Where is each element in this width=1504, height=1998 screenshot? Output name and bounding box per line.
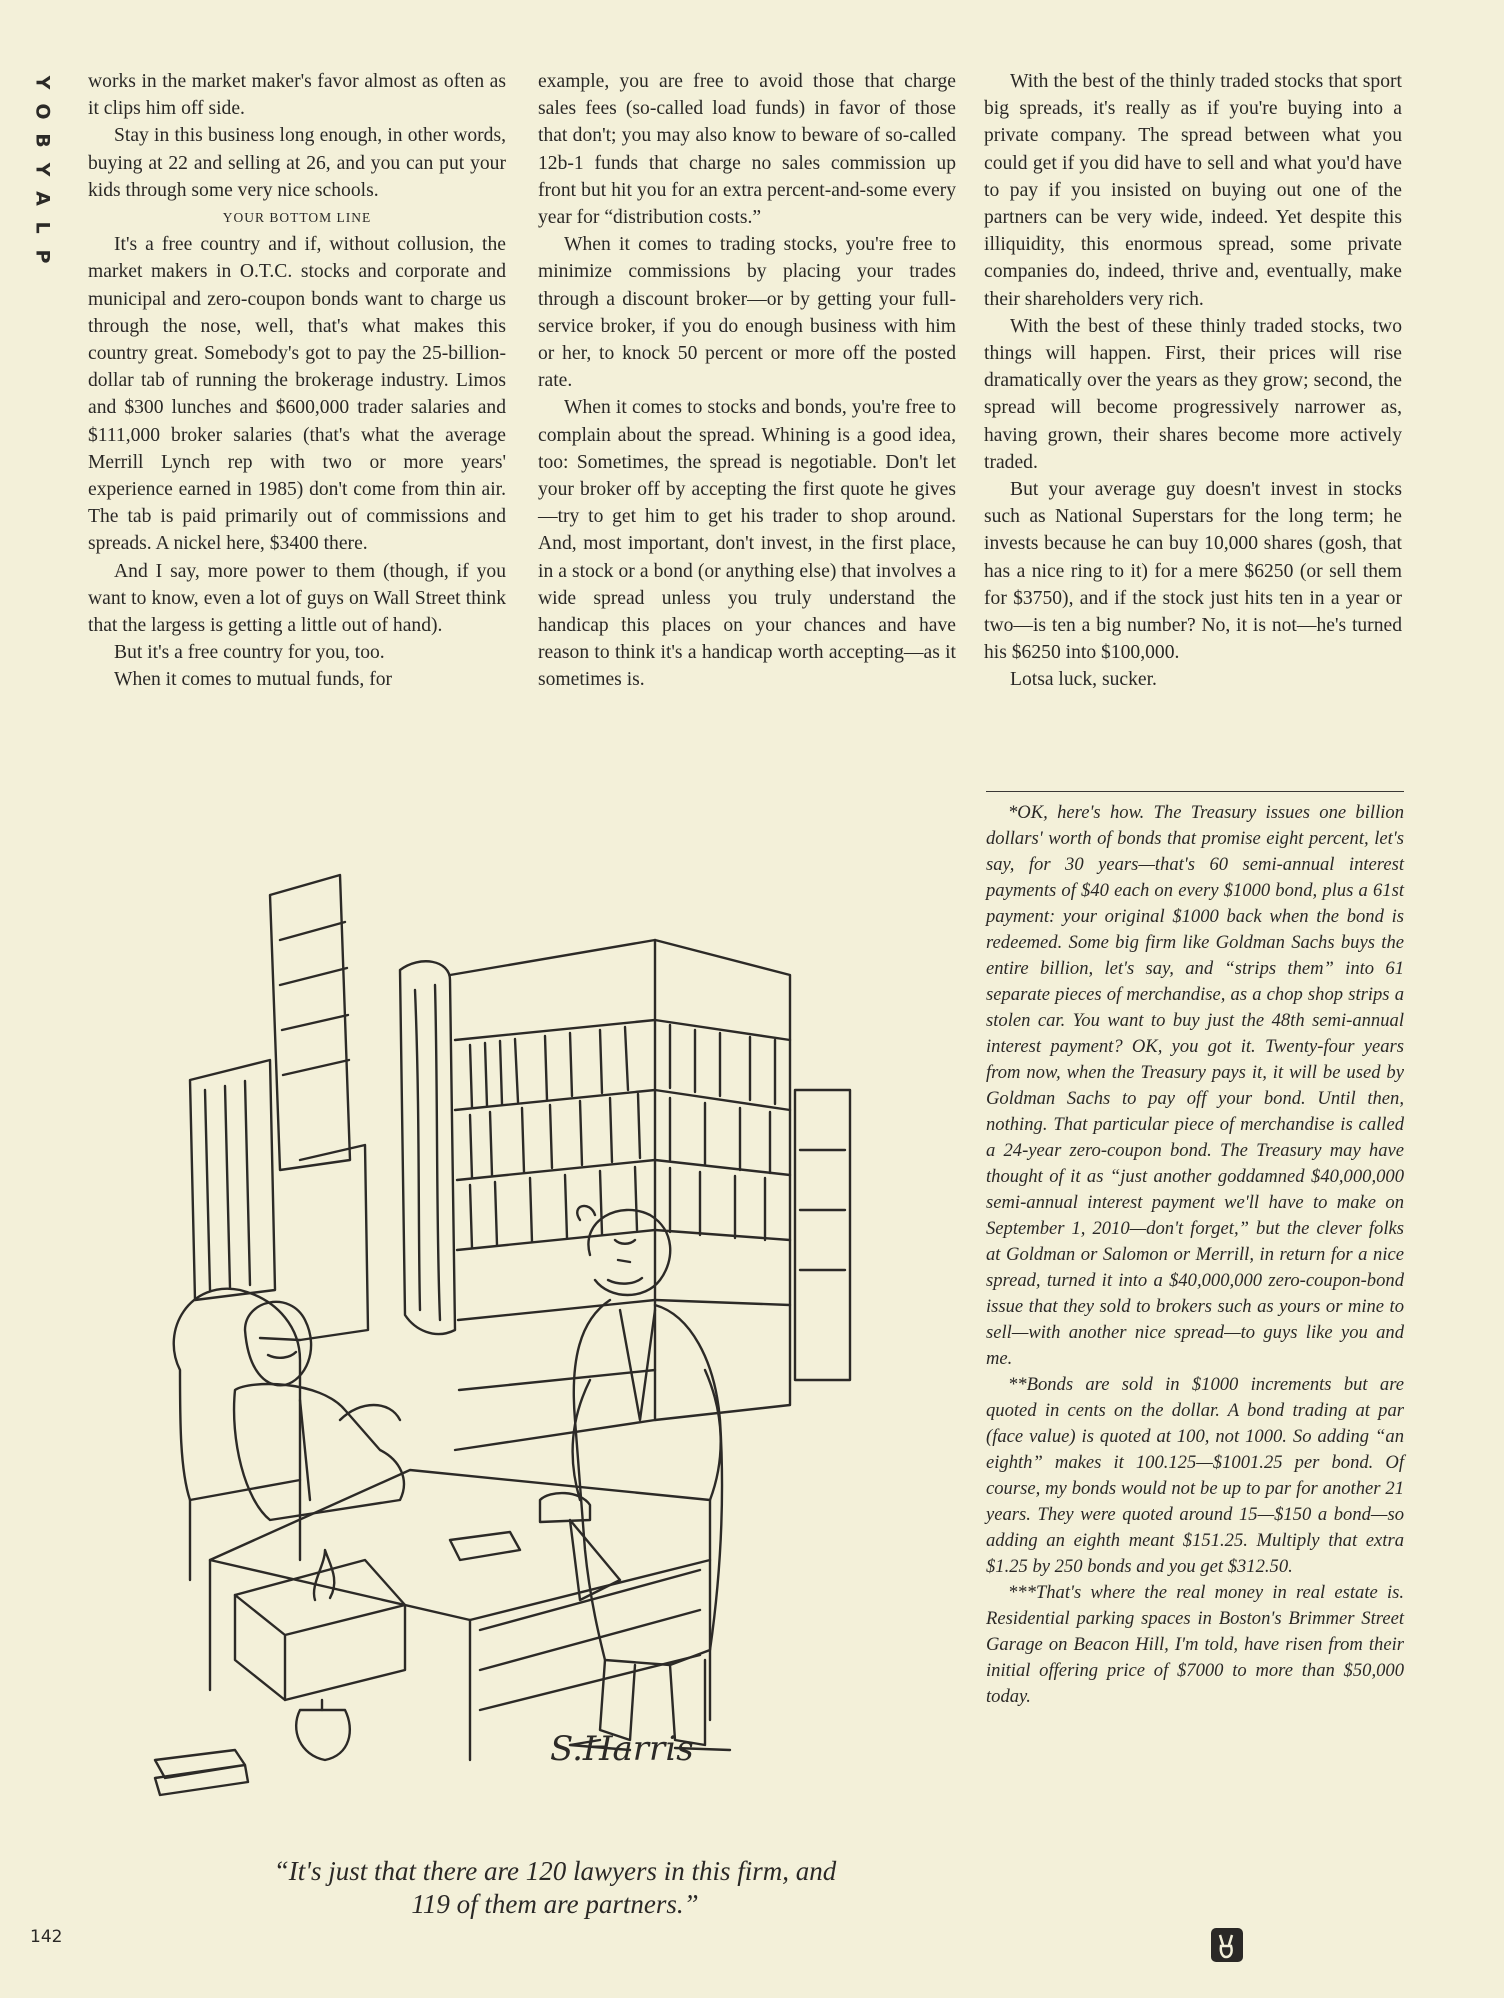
paragraph: With the best of the thinly traded stocks that sport big spreads, it's really as if you're buying into a private company. The spread between what you could get if you did have to sell and what you'd have to pay if you insisted on buying out one of the partners can be very wide, indeed. Yet despite this illiquidity, this enormous spread, some private companies do, indeed, thrive and, eventually, make their shareholders very rich. <box>984 71 1402 310</box>
footnote: **Bonds are sold in $1000 increments but are quoted in cents on the dollar. A bond trading at par (face value) is quoted at 100, not 1000. So adding “an eighth” makes it 100.125—$1001.25 per bond. Of course, my bonds would not be up to par for another 21 years. They were quoted around 15—$150 a bond—so adding an eighth meant $151.25. Multiply that extra $1.25 by 250 bonds and you get $312.50. <box>986 1374 1404 1577</box>
masthead-letter: B <box>31 133 54 148</box>
paragraph: When it comes to trading stocks, you're free to minimize commissions by placing your trades through a discount broker—or by getting your full-service broker, if you do enough business with him or her, to knock 50 percent or more off the posted rate. <box>538 234 956 392</box>
masthead-vertical <box>30 68 54 271</box>
paragraph: Stay in this business long enough, in other words, buying at 22 and selling at 26, and you can put your kids through some very nice schools. <box>88 125 506 201</box>
caption-line: “It's just that there are 120 lawyers in this firm, and <box>273 1856 837 1886</box>
cartoon-caption <box>150 1855 960 1921</box>
masthead-letter: Y <box>31 162 54 177</box>
masthead-letter: L <box>31 221 54 234</box>
cartoon-illustration <box>150 860 960 1820</box>
article-column-1 <box>88 68 506 694</box>
paragraph: works in the market maker's favor almost as often as it clips him off side. <box>88 71 506 120</box>
paragraph: example, you are free to avoid those that charge sales fees (so-called load funds) in favor of those that don't; you may also know to beware of so-called 12b-1 funds that charge no sales commission up front but hit you for an extra percent-and-some every year for “distribution costs.” <box>538 71 956 229</box>
rabbit-head-icon <box>1210 1927 1244 1963</box>
caption-line: 119 of them are partners.” <box>411 1889 699 1919</box>
masthead-letter: P <box>31 249 54 264</box>
footnote: ***That's where the real money in real estate is. Residential parking spaces in Boston's Brimmer Street Garage on Beacon Hill, I'm told, have risen from their initial offering price of $7000 to more than $50,000 today. <box>986 1582 1404 1707</box>
footnote-divider <box>986 791 1404 792</box>
page-number: 142 <box>30 1927 63 1947</box>
paragraph: With the best of these thinly traded stocks, two things will happen. First, their prices will rise dramatically over the years as they grow; second, the spread will become progressively narrower as, having grown, their shares become more actively traded. <box>984 315 1402 473</box>
paragraph: And I say, more power to them (though, if you want to know, even a lot of guys on Wall Street think that the largess is getting a little out of hand). <box>88 560 506 637</box>
footnotes <box>986 800 1404 1710</box>
cartoon-signature: S.Harris <box>550 1729 694 1769</box>
paragraph: But it's a free country for you, too. <box>114 642 385 664</box>
article-column-2 <box>538 68 956 694</box>
paragraph: When it comes to stocks and bonds, you're free to complain about the spread. Whining is a good idea, too: Sometimes, the spread is negotiable. Don't let your broker off by accepting the first quote he gives—try to get him to get his trader to shop around. And, most important, don't invest, in the first place, in a stock or a bond (or anything else) that involves a wide spread unless you truly understand the handicap this places on your chances and have reason to think it's a handicap worth accepting—as it sometimes is. <box>538 397 956 691</box>
section-subhead: YOUR BOTTOM LINE <box>222 210 372 226</box>
masthead-letter: A <box>31 191 54 206</box>
paragraph: When it comes to mutual funds, for <box>114 669 393 691</box>
article-column-3 <box>984 68 1402 694</box>
masthead-letter: O <box>31 103 54 120</box>
paragraph: It's a free country and if, without collusion, the market makers in O.T.C. stocks and corporate and municipal and zero-coupon bonds want to charge us through the nose, well, that's what makes this country great. Somebody's got to pay the 25-billion-dollar tab of running the brokerage industry. Limos and $300 lunches and $600,000 trader salaries and $111,000 broker salaries (that's what the average Merrill Lynch rep with two or more years' experience earned in 1985) don't come from thin air. The tab is paid primarily out of commissions and spreads. A nickel here, $3400 there. <box>88 234 506 555</box>
paragraph: But your average guy doesn't invest in stocks such as National Superstars for the long term; he invests because he can buy 10,000 shares (gosh, that has a nice ring to it) for a mere $6250 (or sell them for $3750), and if the stock just hits ten in a year or two—is ten a big number? No, it is not—he's turned his $6250 into $100,000. <box>984 479 1402 664</box>
masthead-letter: Y <box>31 75 54 90</box>
paragraph: Lotsa luck, sucker. <box>1010 669 1157 691</box>
footnote: *OK, here's how. The Treasury issues one billion dollars' worth of bonds that promise eight percent, let's say, for 30 years—that's 60 semi-annual interest payments of $40 each on every $1000 bond, plus a 61st payment: your original $1000 back when the bond is redeemed. Some big firm like Goldman Sachs buys the entire billion, let's say, and “strips them” into 61 separate pieces of merchandise, as a chop shop strips a stolen car. You want to buy just the 48th semi-annual interest payment? OK, you got it. Twenty-four years from now, when the Treasury pays it, it will be used by Goldman Sachs to pay off your bond. Until then, nothing. That particular piece of merchandise is called a 24-year zero-coupon bond. The Treasury may have thought of it as “just another goddamned $40,000,000 semi-annual interest payment we'll have to make on September 1, 2010—don't forget,” but the clever folks at Goldman or Salomon or Merrill, in return for a nice spread, turned it into a $40,000,000 zero-coupon-bond issue that they sold to brokers such as yours or mine to sell—with another nice spread—to guys like you and me. <box>986 802 1404 1369</box>
